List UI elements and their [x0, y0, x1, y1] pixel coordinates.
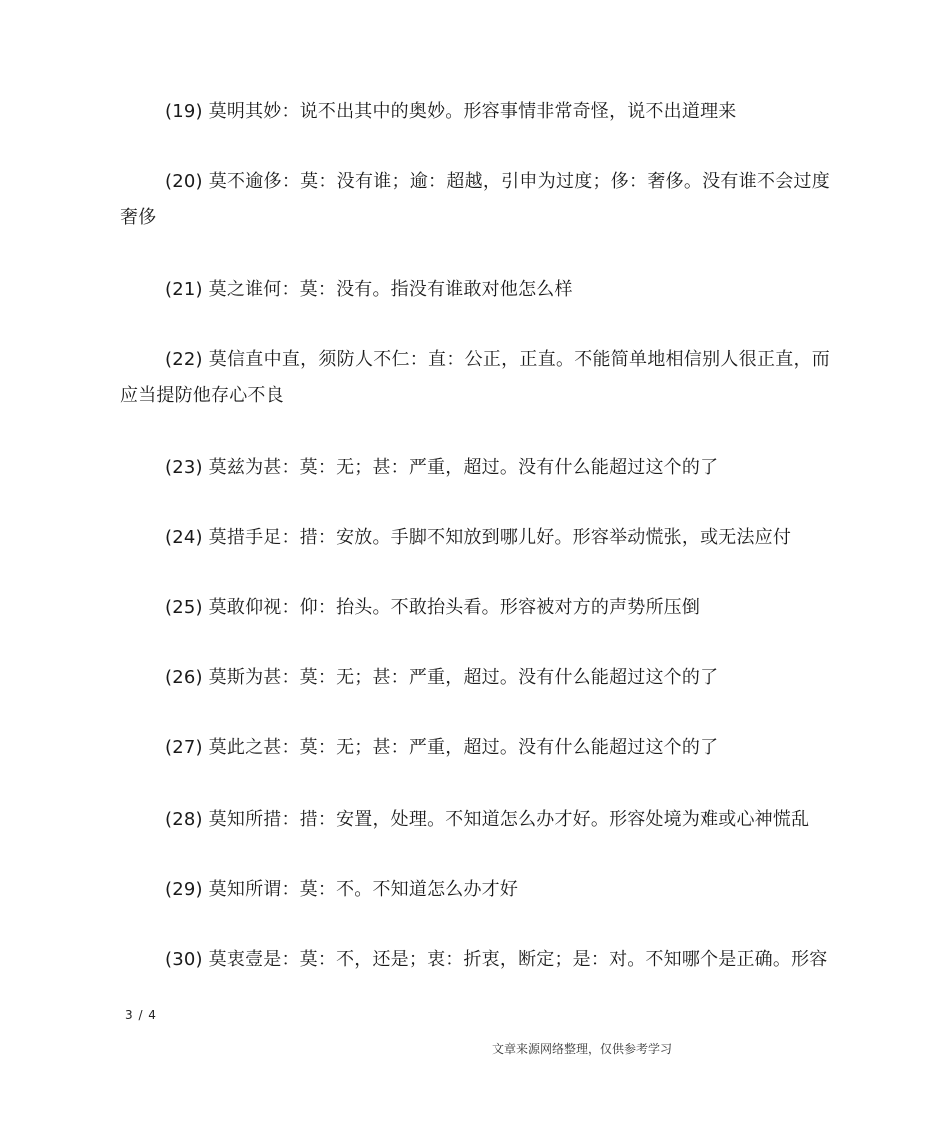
entry-number: (25) [165, 597, 203, 618]
entry-23 [120, 450, 830, 486]
entry-number: (29) [165, 879, 203, 900]
entry-number: (30) [165, 949, 203, 970]
entry-21 [120, 272, 830, 308]
entry-number: (24) [165, 527, 203, 548]
entry-number: (19) [165, 101, 203, 122]
entry-number: (22) [165, 349, 203, 370]
entry-28 [120, 802, 830, 838]
entry-30 [120, 942, 830, 978]
entry-text: 莫此之甚：莫：无；甚：严重，超过。没有什么能超过这个的了 [208, 737, 719, 758]
entry-19 [120, 94, 830, 130]
entry-25 [120, 590, 830, 626]
entry-29 [120, 872, 830, 908]
entry-number: (26) [165, 667, 203, 688]
page-number: 3 / 4 [125, 1008, 157, 1022]
entry-text: 莫兹为甚：莫：无；甚：严重，超过。没有什么能超过这个的了 [208, 457, 719, 478]
entry-text: 莫敢仰视：仰：抬头。不敢抬头看。形容被对方的声势所压倒 [208, 597, 701, 618]
entry-number: (20) [165, 171, 203, 192]
entry-20 [120, 164, 830, 236]
entry-26 [120, 660, 830, 696]
entry-text: 莫衷壹是：莫：不，还是；衷：折衷，断定；是：对。不知哪个是正确。形容 [208, 949, 828, 970]
entry-text: 莫措手足：措：安放。手脚不知放到哪儿好。形容举动慌张，或无法应付 [208, 527, 792, 548]
entry-text: 莫明其妙：说不出其中的奥妙。形容事情非常奇怪，说不出道理来 [208, 101, 737, 122]
entry-number: (23) [165, 457, 203, 478]
entry-number: (28) [165, 809, 203, 830]
entry-22 [120, 342, 830, 414]
entry-number: (21) [165, 279, 203, 300]
footer-note: 文章来源网络整理，仅供参考学习 [492, 1042, 673, 1056]
entry-number: (27) [165, 737, 203, 758]
entry-text: 莫斯为甚：莫：无；甚：严重，超过。没有什么能超过这个的了 [208, 667, 719, 688]
entry-text: 莫不逾侈：莫：没有谁；逾：超越，引申为过度；侈：奢侈。没有谁不会过度奢侈 [120, 171, 831, 228]
entry-24 [120, 520, 830, 556]
entry-27 [120, 730, 830, 766]
entry-text: 莫之谁何：莫：没有。指没有谁敢对他怎么样 [208, 279, 573, 300]
entry-text: 莫知所措：措：安置，处理。不知道怎么办才好。形容处境为难或心神慌乱 [208, 809, 810, 830]
entry-text: 莫信直中直，须防人不仁：直：公正，正直。不能简单地相信别人很正直，而应当提防他存心不良 [120, 349, 831, 406]
entry-text: 莫知所谓：莫：不。不知道怎么办才好 [208, 879, 519, 900]
